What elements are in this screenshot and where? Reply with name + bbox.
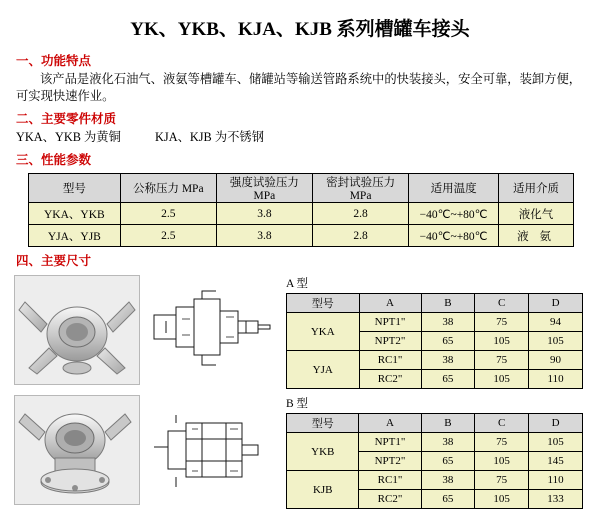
dimensions-area	[0, 275, 600, 509]
product-photo-a	[14, 275, 140, 385]
cell-d: 133	[529, 490, 583, 509]
col-header-c: C	[475, 294, 529, 313]
section-heading-features: 一、功能特点	[16, 54, 92, 68]
col-header-model: 型号	[287, 294, 360, 313]
dimension-table-wrap-a	[286, 275, 583, 389]
cell-c: 75	[475, 351, 529, 370]
dimension-table-wrap-b	[286, 395, 583, 509]
col-header-strength-test-pressure: 强度试验压力 MPa	[216, 174, 312, 203]
cell-seal-test-pressure: 2.8	[313, 225, 409, 247]
cell-nominal-pressure: 2.5	[120, 203, 216, 225]
col-header-c: C	[475, 414, 529, 433]
col-header-temperature: 适用温度	[409, 174, 499, 203]
cell-b: 65	[421, 332, 475, 351]
col-header-d: D	[529, 294, 583, 313]
cell-c: 105	[475, 370, 529, 389]
table-row	[287, 313, 583, 332]
cell-d: 90	[529, 351, 583, 370]
col-header-b: B	[421, 294, 475, 313]
cell-a: NPT2"	[359, 452, 421, 471]
col-header-medium: 适用介质	[499, 174, 574, 203]
cell-a: RC2"	[359, 490, 421, 509]
cell-a: NPT1"	[359, 433, 421, 452]
table-row	[287, 351, 583, 370]
cell-temperature: −40℃~+80℃	[409, 225, 499, 247]
cell-model: YKA、YKB	[29, 203, 121, 225]
table-row	[287, 433, 583, 452]
dimension-table-b	[286, 413, 583, 509]
cell-c: 105	[475, 490, 529, 509]
product-photo-b	[14, 395, 140, 505]
cell-b: 65	[421, 370, 475, 389]
type-label-b: B 型	[286, 398, 309, 410]
col-header-d: D	[529, 414, 583, 433]
cell-strength-test-pressure: 3.8	[216, 225, 312, 247]
cell-b: 38	[421, 471, 475, 490]
cell-d: 94	[529, 313, 583, 332]
cell-nominal-pressure: 2.5	[120, 225, 216, 247]
features-paragraph: 该产品是液化石油气、液氨等槽罐车、储罐站等输送管路系统中的快装接头，安全可靠，装卸方便，可实现快速作业。	[16, 72, 582, 103]
coupling-photo-a-illustration	[15, 276, 139, 384]
cell-d: 110	[529, 471, 583, 490]
cell-model: YJA、YJB	[29, 225, 121, 247]
table-header-row	[29, 174, 574, 203]
cell-c: 105	[475, 452, 529, 471]
section-heading-dimensions: 四、主要尺寸	[16, 254, 92, 268]
cell-c: 105	[475, 332, 529, 351]
cell-strength-test-pressure: 3.8	[216, 203, 312, 225]
cell-b: 65	[421, 452, 475, 471]
col-header-a: A	[359, 414, 421, 433]
cell-model-group: YKB	[287, 433, 359, 471]
cell-temperature: −40℃~+80℃	[409, 203, 499, 225]
col-header-model: 型号	[29, 174, 121, 203]
col-header-a: A	[359, 294, 421, 313]
page-title: YK、YKB、KJA、KJB 系列槽罐车接头	[130, 19, 470, 40]
cell-b: 38	[421, 351, 475, 370]
cell-c: 75	[475, 471, 529, 490]
cell-d: 145	[529, 452, 583, 471]
technical-drawing-a	[146, 275, 276, 383]
cell-a: NPT1"	[359, 313, 421, 332]
cell-d: 105	[529, 433, 583, 452]
cell-a: RC1"	[359, 351, 421, 370]
col-header-b: B	[421, 414, 475, 433]
cell-b: 38	[421, 433, 475, 452]
material-left: YKA、YKB 为黄铜	[16, 130, 121, 144]
table-row	[29, 225, 574, 247]
type-label-a: A 型	[286, 278, 309, 290]
cell-model-group: YKA	[287, 313, 360, 351]
table-row	[287, 471, 583, 490]
material-right: KJA、KJB 为不锈钢	[155, 130, 265, 144]
table-header-row	[287, 294, 583, 313]
cell-d: 110	[529, 370, 583, 389]
line-drawing-a	[146, 275, 276, 383]
cell-b: 65	[421, 490, 475, 509]
cell-d: 105	[529, 332, 583, 351]
cell-a: NPT2"	[359, 332, 421, 351]
cell-b: 38	[421, 313, 475, 332]
cell-c: 75	[475, 433, 529, 452]
cell-medium: 液化气	[499, 203, 574, 225]
line-drawing-b	[146, 395, 276, 503]
col-header-seal-test-pressure: 密封试验压力 MPa	[313, 174, 409, 203]
cell-a: RC1"	[359, 471, 421, 490]
performance-table	[28, 173, 574, 247]
col-header-model: 型号	[287, 414, 359, 433]
section-heading-materials: 二、主要零件材质	[16, 112, 117, 126]
cell-seal-test-pressure: 2.8	[313, 203, 409, 225]
cell-medium: 液 氨	[499, 225, 574, 247]
technical-drawing-b	[146, 395, 276, 503]
table-row	[29, 203, 574, 225]
coupling-photo-b-illustration	[15, 396, 139, 504]
table-header-row	[287, 414, 583, 433]
cell-c: 75	[475, 313, 529, 332]
dimension-table-a	[286, 293, 583, 389]
dimension-block-b	[14, 395, 600, 509]
cell-model-group: KJB	[287, 471, 359, 509]
col-header-nominal-pressure: 公称压力 MPa	[120, 174, 216, 203]
section-heading-performance: 三、性能参数	[16, 153, 92, 167]
cell-a: RC2"	[359, 370, 421, 389]
cell-model-group: YJA	[287, 351, 360, 389]
materials-line	[16, 129, 586, 146]
dimension-block-a	[14, 275, 600, 389]
